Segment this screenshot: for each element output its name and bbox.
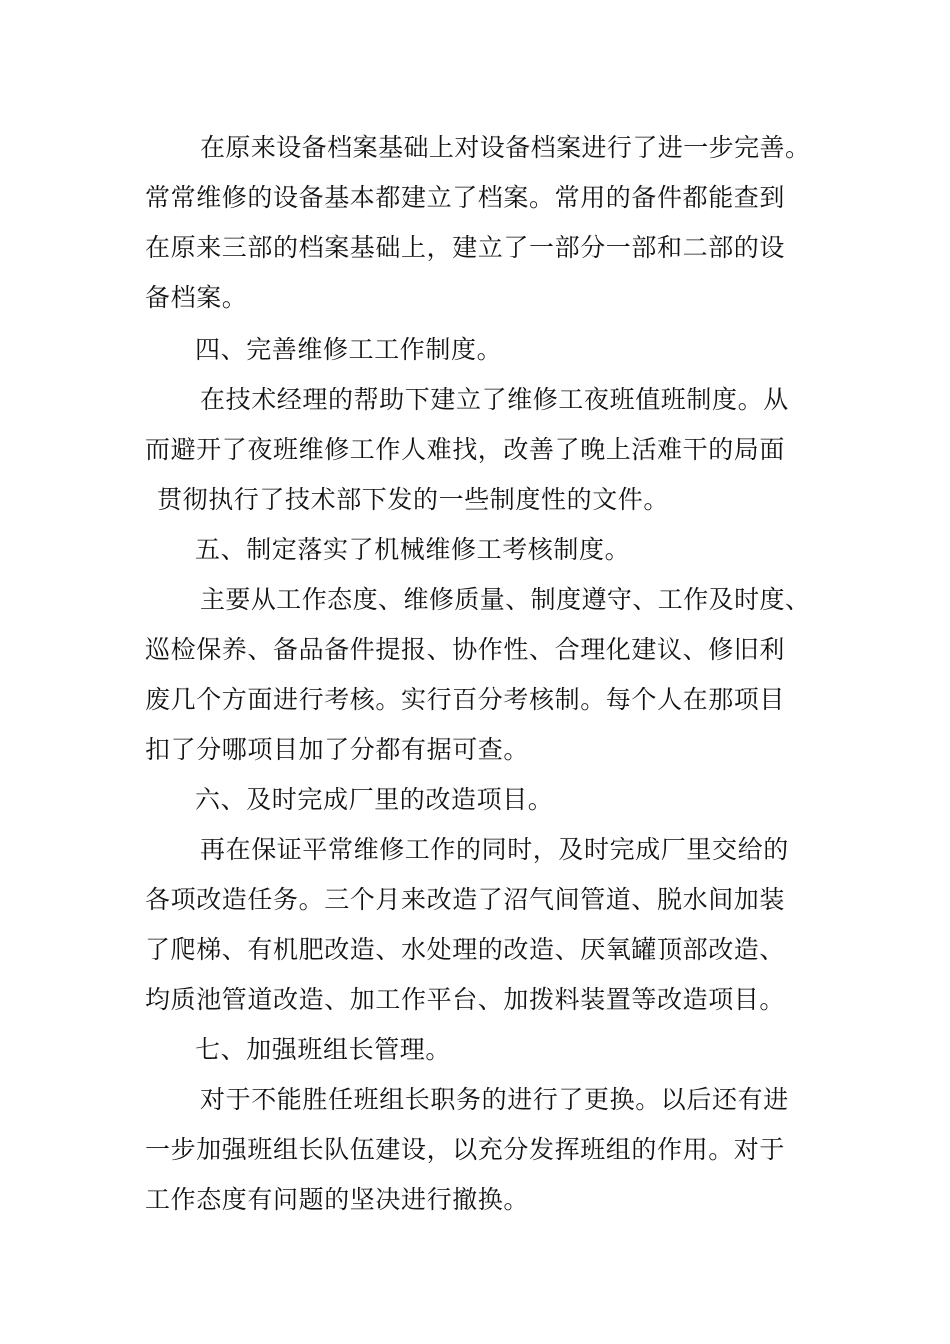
text-line: 巡检保养、备品备件提报、协作性、合理化建议、修旧利 (145, 635, 786, 664)
section-heading: 六、及时完成厂里的改造项目。 (195, 785, 554, 814)
text-line: 了爬梯、有机肥改造、水处理的改造、厌氧罐顶部改造、 (145, 935, 786, 964)
section-heading: 五、制定落实了机械维修工考核制度。 (195, 535, 631, 564)
text-line: 在原来设备档案基础上对设备档案进行了进一步完善。 (200, 133, 811, 162)
text-line: 常常维修的设备基本都建立了档案。常用的备件都能查到 (145, 183, 786, 212)
text-line: 备档案。 (145, 283, 248, 312)
text-line: 废几个方面进行考核。实行百分考核制。每个人在那项目 (145, 685, 786, 714)
text-line: 而避开了夜班维修工作人难找，改善了晚上活难干的局面 (145, 435, 786, 464)
text-line: 在原来三部的档案基础上，建立了一部分一部和二部的设 (145, 233, 786, 262)
section-heading: 四、完善维修工工作制度。 (195, 335, 503, 364)
text-line: 贯彻执行了技术部下发的一些制度性的文件。 (157, 485, 670, 514)
section-heading: 七、加强班组长管理。 (195, 1035, 452, 1064)
text-line: 一步加强班组长队伍建设，以充分发挥班组的作用。对于 (145, 1135, 786, 1164)
text-line: 主要从工作态度、维修质量、制度遵守、工作及时度、 (200, 585, 811, 614)
text-line: 均质池管道改造、加工作平台、加拨料装置等改造项目。 (145, 985, 786, 1014)
text-line: 扣了分哪项目加了分都有据可查。 (145, 735, 530, 764)
text-line: 各项改造任务。三个月来改造了沼气间管道、脱水间加装 (145, 885, 786, 914)
text-line: 对于不能胜任班组长职务的进行了更换。以后还有进 (200, 1085, 789, 1114)
text-line: 在技术经理的帮助下建立了维修工夜班值班制度。从 (200, 385, 789, 414)
text-line: 再在保证平常维修工作的同时，及时完成厂里交给的 (200, 835, 789, 864)
text-line: 工作态度有问题的坚决进行撤换。 (145, 1185, 530, 1214)
